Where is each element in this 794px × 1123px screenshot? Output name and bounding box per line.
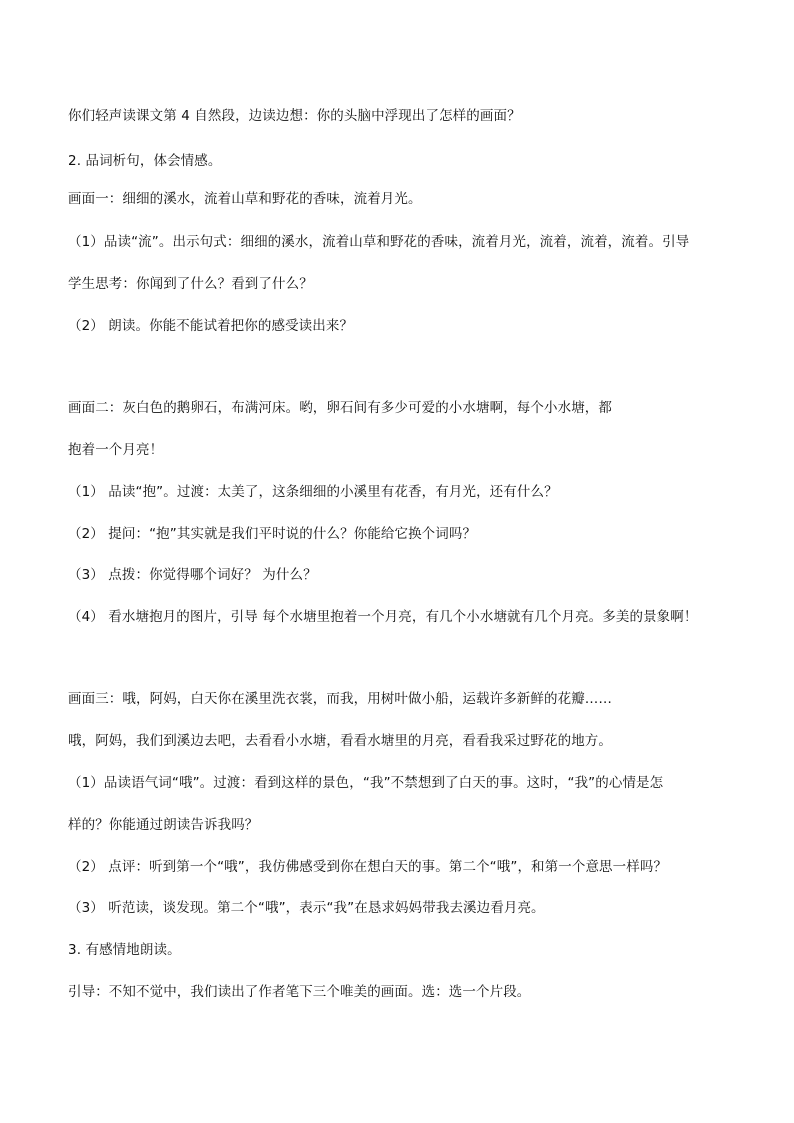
- scene-2-step-2: （2） 提问：“抱”其实就是我们平时说的什么？你能给它换个词吗？: [68, 526, 477, 542]
- paragraph-intro-question: 你们轻声读课文第 4 自然段，边读边想：你的头脑中浮现出了怎样的画面？: [68, 108, 521, 124]
- scene-3-step-1-continued: 样的？你能通过朗读告诉我吗？: [68, 817, 259, 833]
- scene-2-text: 画面二：灰白色的鹅卵石，布满河床。哟，卵石间有多少可爱的小水塘啊，每个小水塘，都: [68, 400, 612, 416]
- scene-1-text: 画面一：细细的溪水，流着山草和野花的香味，流着月光。: [68, 191, 422, 207]
- scene-1-step-1-continued: 学生思考：你闻到了什么？看到了什么？: [68, 276, 313, 292]
- paragraph-guidance: 引导：不知不觉中，我们读出了作者笔下三个唯美的画面。选：选一个片段。: [68, 984, 531, 1000]
- scene-3-step-2: （2） 点评：听到第一个“哦”，我仿佛感受到你在想白天的事。第二个“哦”，和第一个意思一样吗？: [68, 859, 668, 875]
- scene-3-step-1: （1）品读语气词“哦”。过渡：看到这样的景色，“我”不禁想到了白天的事。这时，“我”的心情是怎: [68, 775, 664, 791]
- scene-2-step-3: （3） 点拨：你觉得哪个词好？ 为什么？: [68, 567, 317, 583]
- heading-3-emotional-reading: 3. 有感情地朗读。: [68, 942, 181, 958]
- scene-3-step-3: （3） 听范读，谈发现。第二个“哦”，表示“我”在恳求妈妈带我去溪边看月亮。: [68, 900, 545, 916]
- scene-1-step-1: （1）品读“流”。出示句式：细细的溪水，流着山草和野花的香味，流着月光，流着，流着，流着。引导: [68, 234, 690, 250]
- heading-2-word-analysis: 2. 品词析句，体会情感。: [68, 153, 222, 169]
- scene-1-step-2: （2） 朗读。你能不能试着把你的感受读出来？: [68, 318, 354, 334]
- scene-2-step-1: （1） 品读“抱”。过渡：太美了，这条细细的小溪里有花香，有月光，还有什么？: [68, 484, 558, 500]
- scene-2-step-4: （4） 看水塘抱月的图片，引导 每个水塘里抱着一个月亮，有几个小水塘就有几个月亮。多美的景象啊！: [68, 609, 698, 625]
- scene-3-text-continued: 哦，阿妈，我们到溪边去吧，去看看小水塘，看看水塘里的月亮，看看我采过野花的地方。: [68, 733, 612, 749]
- scene-2-text-continued: 抱着一个月亮！: [68, 442, 164, 458]
- scene-3-text: 画面三：哦，阿妈，白天你在溪里洗衣裳，而我，用树叶做小船，运载许多新鲜的花瓣……: [68, 691, 612, 707]
